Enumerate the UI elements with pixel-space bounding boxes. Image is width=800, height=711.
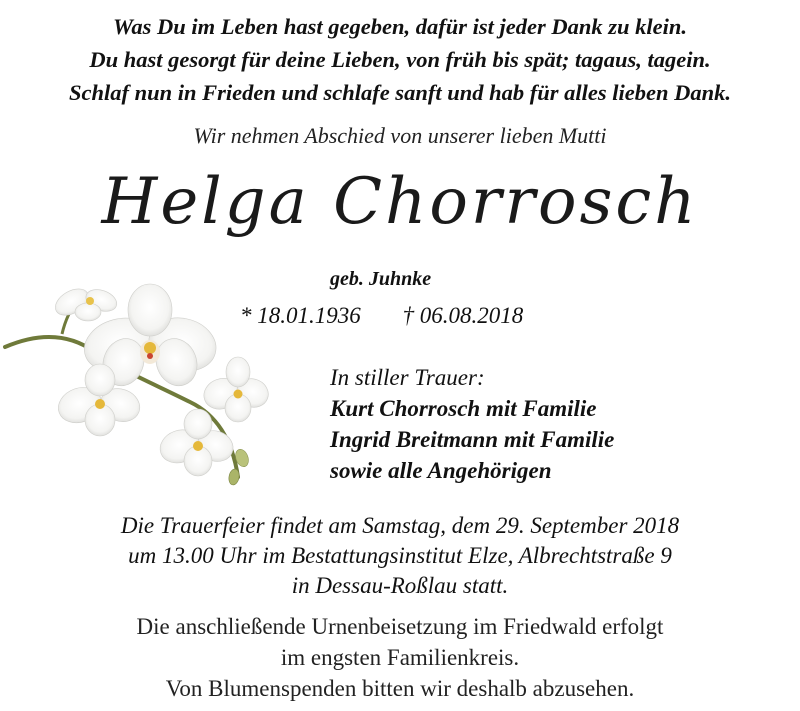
- burial-info: [0, 611, 800, 704]
- mourner-name: Kurt Chorrosch mit Familie: [330, 396, 597, 421]
- mourner-name: sowie alle Angehörigen: [330, 458, 552, 483]
- orchid-image: [0, 262, 280, 492]
- farewell-intro: Wir nehmen Abschied von unserer lieben Mutti: [193, 123, 607, 148]
- service-line: Die Trauerfeier findet am Samstag, dem 29. September 2018: [120, 513, 680, 538]
- poem-line: Schlaf nun in Frieden und schlafe sanft und hab für alles lieben Dank.: [68, 80, 731, 105]
- birth-name: geb. Juhnke: [330, 268, 432, 290]
- service-line: um 13.00 Uhr im Bestattungsinstitut Elze, Albrechtstraße 9: [128, 543, 672, 568]
- service-line: in Dessau-Roßlau statt.: [291, 573, 509, 598]
- birth-date: * 18.01.1936: [240, 303, 361, 328]
- mourners-block: [330, 362, 614, 486]
- death-date: † 06.08.2018: [402, 303, 524, 328]
- poem-line: Du hast gesorgt für deine Lieben, von früh bis spät; tagaus, tagein.: [89, 47, 711, 72]
- poem-line: Was Du im Leben hast gegeben, dafür ist jeder Dank zu klein.: [113, 14, 687, 39]
- burial-line: Von Blumenspenden bitten wir deshalb abzusehen.: [165, 676, 635, 701]
- deceased-name: Helga Chorrosch: [101, 165, 699, 239]
- life-dates: [240, 303, 523, 329]
- memorial-poem: [0, 10, 800, 109]
- burial-line: Die anschließende Urnenbeisetzung im Friedwald erfolgt: [136, 614, 664, 639]
- burial-line: im engsten Familienkreis.: [280, 645, 520, 670]
- mourners-heading: In stiller Trauer:: [330, 365, 485, 390]
- mourner-name: Ingrid Breitmann mit Familie: [330, 427, 615, 452]
- funeral-service-info: [0, 511, 800, 601]
